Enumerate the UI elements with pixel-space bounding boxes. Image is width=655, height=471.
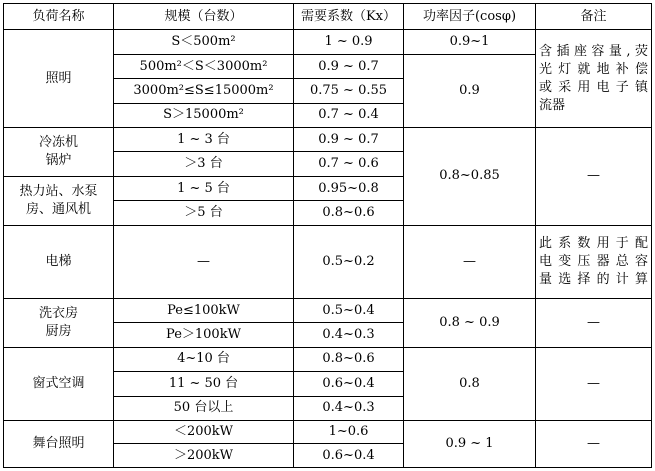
table-row	[4, 347, 652, 371]
kx-cell: 0.4~0.3	[294, 396, 404, 420]
scale-cell: 11 ~ 50 台	[114, 372, 294, 396]
table-row	[4, 30, 652, 54]
scale-cell: 1 ~ 5 台	[114, 176, 294, 200]
table-row	[4, 420, 652, 443]
table-row	[4, 225, 652, 298]
scale-cell: 500m²＜S＜3000m²	[114, 54, 294, 78]
note-elevator	[536, 225, 652, 298]
load-name-line: 热力站、水泵	[19, 183, 98, 199]
load-name-window-ac: 窗式空调	[4, 347, 114, 420]
table-row	[4, 128, 652, 152]
header-load-name: 负荷名称	[4, 4, 114, 30]
header-demand-factor: 需要系数（Kx）	[294, 4, 404, 30]
scale-cell: S＞15000m²	[114, 103, 294, 127]
scale-cell: 1 ~ 3 台	[114, 128, 294, 152]
note-line: 此系数用于配	[539, 235, 648, 251]
header-scale: 规模（台数）	[114, 4, 294, 30]
scale-cell: Pe＞100kW	[114, 323, 294, 347]
cos-cell: 0.8	[404, 347, 536, 420]
cos-cell: 0.8~0.85	[404, 128, 536, 226]
load-name-stage-lighting: 舞台照明	[4, 420, 114, 467]
cos-cell: 0.8 ~ 0.9	[404, 298, 536, 347]
kx-cell: 0.8~0.6	[294, 201, 404, 225]
kx-cell: 0.8~0.6	[294, 347, 404, 371]
load-name-line: 洗衣房	[38, 305, 78, 321]
note-stage: —	[536, 420, 652, 467]
cos-cell: 0.9~1	[404, 30, 536, 54]
kx-cell: 1 ~ 0.9	[294, 30, 404, 54]
kx-cell: 0.95~0.8	[294, 176, 404, 200]
load-name-line: 冷冻机	[38, 134, 78, 150]
scale-cell: 3000m²≤S≤15000m²	[114, 79, 294, 103]
note-line: 量选择的计算	[539, 271, 648, 287]
demand-factor-table	[3, 3, 652, 468]
scale-cell: S＜500m²	[114, 30, 294, 54]
note-line: 含插座容量,荧	[539, 43, 648, 59]
scale-cell: 4~10 台	[114, 347, 294, 371]
note-line: 流器	[539, 97, 566, 113]
scale-cell: ＜200kW	[114, 420, 294, 443]
kx-cell: 0.6~0.4	[294, 444, 404, 468]
table-row	[4, 298, 652, 322]
note-lighting	[536, 30, 652, 128]
note-line: 光灯就地补偿	[539, 61, 648, 77]
note-line: 电变压器总容	[539, 253, 648, 269]
header-remarks: 备注	[536, 4, 652, 30]
note-equipment: —	[536, 128, 652, 226]
load-name-line: 锅炉	[45, 152, 72, 168]
load-name-line: 房、通风机	[25, 201, 91, 217]
scale-cell: Pe≤100kW	[114, 298, 294, 322]
cos-cell: 0.9	[404, 54, 536, 127]
header-power-factor: 功率因子(cosφ)	[404, 4, 536, 30]
kx-cell: 0.9 ~ 0.7	[294, 54, 404, 78]
cos-cell: 0.9 ~ 1	[404, 420, 536, 467]
load-name-heat-station	[4, 176, 114, 225]
kx-cell: 0.5~0.4	[294, 298, 404, 322]
scale-cell: ＞200kW	[114, 444, 294, 468]
note-window-ac: —	[536, 347, 652, 420]
scale-cell: ＞3 台	[114, 152, 294, 176]
kx-cell: 0.5~0.2	[294, 225, 404, 298]
load-name-laundry-kitchen	[4, 298, 114, 347]
note-line: 或采用电子镇	[539, 79, 648, 95]
kx-cell: 0.4~0.3	[294, 323, 404, 347]
load-name-chiller-boiler	[4, 128, 114, 177]
load-name-lighting: 照明	[4, 30, 114, 128]
load-name-elevator: 电梯	[4, 225, 114, 298]
kx-cell: 0.6~0.4	[294, 372, 404, 396]
kx-cell: 0.7 ~ 0.6	[294, 152, 404, 176]
cos-cell: —	[404, 225, 536, 298]
kx-cell: 0.7 ~ 0.4	[294, 103, 404, 127]
scale-cell: ＞5 台	[114, 201, 294, 225]
header-row	[4, 4, 652, 30]
scale-cell: —	[114, 225, 294, 298]
kx-cell: 0.75 ~ 0.55	[294, 79, 404, 103]
kx-cell: 1~0.6	[294, 420, 404, 443]
scale-cell: 50 台以上	[114, 396, 294, 420]
load-name-line: 厨房	[45, 323, 72, 339]
kx-cell: 0.9 ~ 0.7	[294, 128, 404, 152]
note-laundry: —	[536, 298, 652, 347]
